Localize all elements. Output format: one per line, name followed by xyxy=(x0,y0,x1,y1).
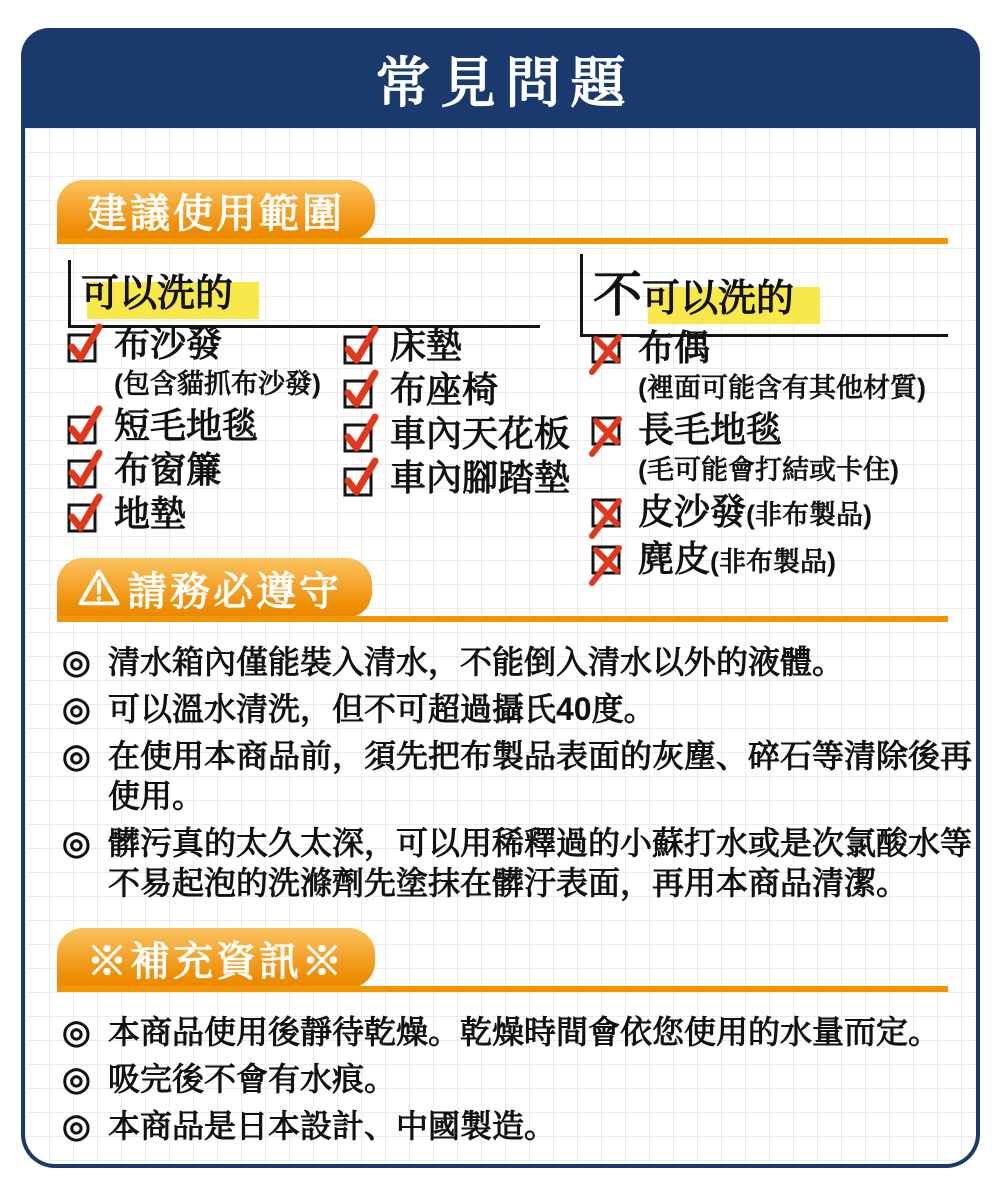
content-panel xyxy=(21,128,980,1168)
washable-column-1 xyxy=(66,324,321,538)
check-icon xyxy=(342,326,380,366)
rule-item xyxy=(62,823,977,903)
item-label: 車內天花板 xyxy=(390,413,571,454)
list-item xyxy=(590,410,926,450)
check-icon xyxy=(66,406,104,446)
item-label: 短毛地毯 xyxy=(114,405,259,446)
item-note: (裡面可能含有其他材質) xyxy=(638,373,926,403)
list-item xyxy=(342,414,570,454)
extra-list xyxy=(62,1012,977,1153)
check-icon xyxy=(342,414,380,454)
check-icon xyxy=(342,458,380,498)
list-item xyxy=(590,539,926,582)
not-washable-title-rest: 可以洗的 xyxy=(642,267,794,322)
extra-item xyxy=(62,1012,977,1052)
list-item xyxy=(66,406,321,446)
section-usage-title: 建議使用範圍 xyxy=(87,191,345,236)
section-rules-badge xyxy=(57,558,372,618)
item-label: 布偶 xyxy=(638,327,711,368)
item-label: 長毛地毯 xyxy=(638,409,783,450)
rules-list xyxy=(62,642,977,910)
check-icon xyxy=(66,324,104,364)
list-item xyxy=(590,328,926,368)
extra-text: 本商品是日本設計、中國製造。 xyxy=(108,1108,557,1144)
item-label: 皮沙發(非布製品) xyxy=(638,491,872,532)
rule-text: 在使用本商品前，須先把布製品表面的灰塵、碎石等清除後再使用。 xyxy=(108,738,973,814)
check-icon xyxy=(66,494,104,534)
header-banner xyxy=(21,28,980,128)
x-icon xyxy=(590,492,628,532)
section-rules-underline xyxy=(57,616,948,622)
bullet-icon: ◎ xyxy=(62,643,91,680)
item-note: (毛可能會打結或卡住) xyxy=(638,455,899,485)
section-usage-underline xyxy=(57,238,948,244)
section-extra-badge xyxy=(57,928,375,988)
list-item xyxy=(342,458,570,498)
x-icon xyxy=(590,539,628,579)
list-item xyxy=(590,492,926,535)
bullet-icon: ◎ xyxy=(62,1060,91,1097)
item-label: 麂皮(非布製品) xyxy=(638,538,836,579)
extra-text: 吸完後不會有水痕。 xyxy=(108,1061,397,1097)
list-item xyxy=(66,324,321,364)
item-label: 地墊 xyxy=(114,493,187,534)
bullet-icon: ◎ xyxy=(62,824,91,861)
page-title: 常見問題 xyxy=(375,51,636,114)
bullet-icon: ◎ xyxy=(62,690,91,727)
section-usage-badge xyxy=(57,180,375,240)
section-extra-underline xyxy=(57,986,948,992)
list-item xyxy=(342,370,570,410)
washable-column-2 xyxy=(342,326,570,502)
check-icon xyxy=(66,450,104,490)
item-label: 床墊 xyxy=(390,325,463,366)
rule-text: 髒污真的太久太深，可以用稀釋過的小蘇打水或是次氯酸水等不易起泡的洗滌劑先塗抹在髒汙表面，再用本商品清潔。 xyxy=(108,825,973,901)
washable-title: 可以洗的 xyxy=(81,262,233,317)
item-paren: (非布製品) xyxy=(746,500,872,530)
item-label: 布窗簾 xyxy=(114,449,223,490)
rule-item xyxy=(62,642,977,682)
x-icon xyxy=(590,410,628,450)
rule-text: 清水箱內僅能裝入清水，不能倒入清水以外的液體。 xyxy=(108,644,845,680)
washable-header xyxy=(68,260,540,328)
extra-text: 本商品使用後靜待乾燥。乾燥時間會依您使用的水量而定。 xyxy=(108,1014,941,1050)
item-label: 車內腳踏墊 xyxy=(390,457,571,498)
item-label: 布沙發 xyxy=(114,323,223,364)
rule-item xyxy=(62,689,977,729)
item-paren: (非布製品) xyxy=(710,547,836,577)
not-washable-title-first: 不 xyxy=(593,268,643,322)
section-rules-title: 請務必遵守 xyxy=(127,569,342,614)
not-washable-column xyxy=(590,328,926,586)
section-extra-title: ※補充資訊※ xyxy=(87,939,345,984)
list-item xyxy=(66,494,321,534)
list-item xyxy=(342,326,570,366)
list-item xyxy=(66,450,321,490)
bullet-icon: ◎ xyxy=(62,1107,91,1144)
extra-item xyxy=(62,1059,977,1099)
warning-icon xyxy=(77,568,121,608)
bullet-icon: ◎ xyxy=(62,737,91,774)
not-washable-header xyxy=(580,254,948,337)
extra-item xyxy=(62,1106,977,1146)
item-label: 布座椅 xyxy=(390,369,499,410)
bullet-icon: ◎ xyxy=(62,1013,91,1050)
item-note: (包含貓抓布沙發) xyxy=(114,369,321,399)
check-icon xyxy=(342,370,380,410)
rule-text: 可以溫水清洗，但不可超過攝氏40度。 xyxy=(108,691,656,727)
rule-item xyxy=(62,736,977,816)
x-icon xyxy=(590,328,628,368)
